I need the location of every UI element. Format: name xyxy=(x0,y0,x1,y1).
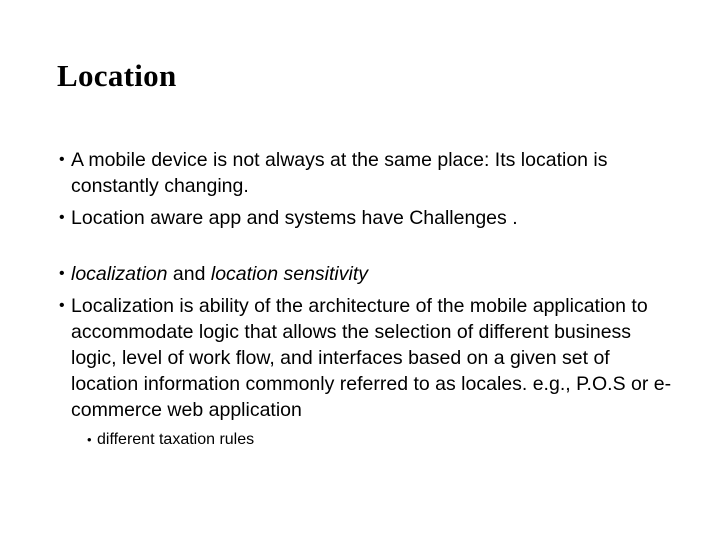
bullet-dot: • xyxy=(87,432,92,447)
bullet-italic-term: location sensitivity xyxy=(210,263,369,285)
bullet-item xyxy=(60,261,680,287)
bullet-item xyxy=(60,293,680,423)
slide-title: Location xyxy=(57,58,177,93)
slide-body xyxy=(60,147,680,451)
bullet-item xyxy=(60,205,680,231)
bullet-text: A mobile device is not always at the same place: Its location is constantly changing. xyxy=(71,149,608,197)
sub-bullet-item xyxy=(88,429,680,451)
bullet-italic-term: localization xyxy=(71,263,168,285)
bullet-text: Location aware app and systems have Challenges . xyxy=(71,207,518,229)
bullet-item xyxy=(60,147,680,199)
sub-bullet-text: different taxation rules xyxy=(97,431,255,448)
bullet-text: and xyxy=(167,263,211,285)
bullet-text: Localization is ability of the architecture of the mobile application to accommodate logic that allows the selection of different business logic, level of work flow, and interfaces based on a given set of location information commonly referred to as locales. e.g., P.O.S or e-commerce web application xyxy=(71,295,672,421)
bullet-dot: • xyxy=(59,151,65,168)
bullet-dot: • xyxy=(59,209,65,226)
bullet-dot: • xyxy=(59,297,65,314)
bullet-dot: • xyxy=(59,265,65,282)
